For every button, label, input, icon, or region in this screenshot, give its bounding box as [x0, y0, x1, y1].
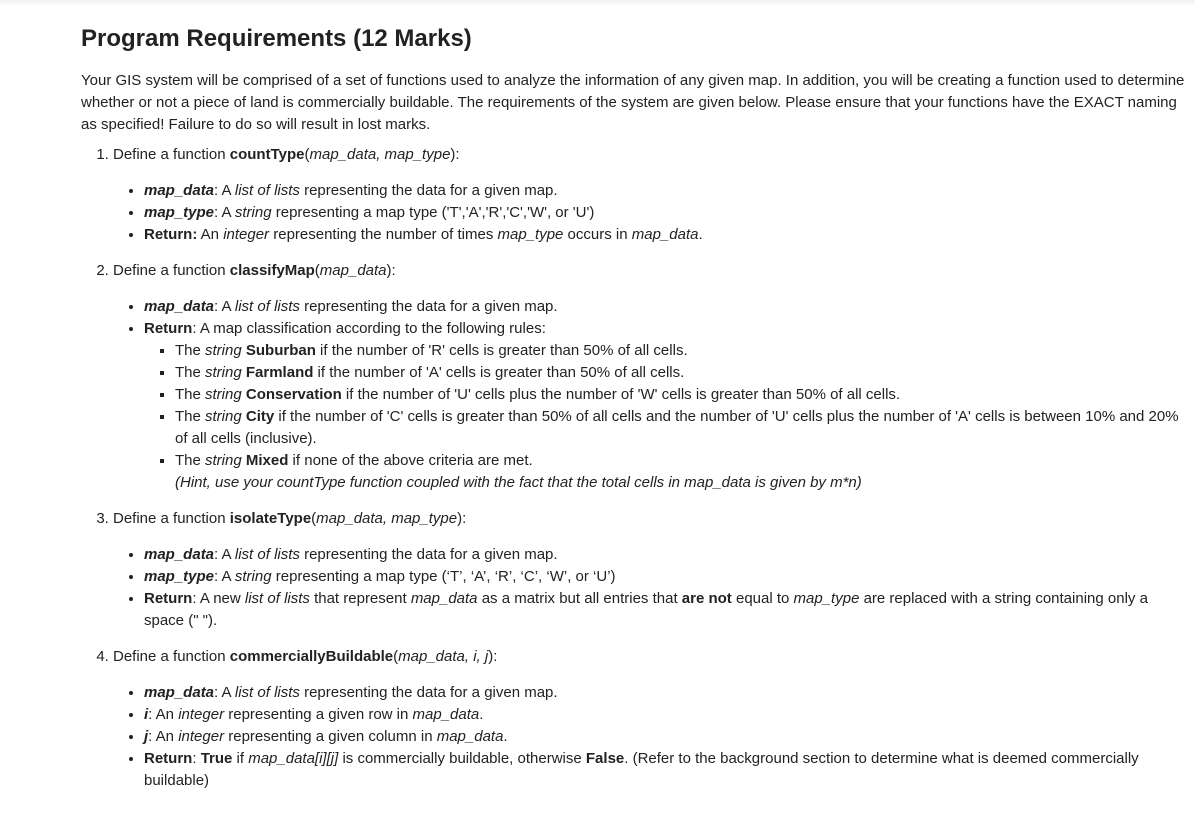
text-run: map_data: [631, 226, 699, 243]
text-run: representing the number of times: [269, 226, 498, 243]
rule-item: [175, 384, 1186, 406]
text-run: . (Refer to the background section to determine what is deemed commercially buildable): [144, 750, 1139, 789]
requirement-item: [113, 508, 1186, 632]
text-run: map_data[i][j]: [248, 750, 339, 767]
text-run: map_data: [319, 262, 387, 279]
text-run: .: [698, 226, 703, 243]
parameter-list: [113, 682, 1186, 792]
text-run: (: [304, 146, 310, 163]
text-run: : A map classification according to the following rules:: [192, 320, 546, 337]
text-run: equal to: [731, 590, 794, 607]
function-signature: [113, 144, 1186, 166]
text-run: map_type: [497, 226, 564, 243]
parameter-item: [144, 748, 1186, 792]
parameter-item: [144, 296, 1186, 318]
text-run: .: [479, 706, 484, 723]
rule-list: [144, 340, 1186, 494]
parameter-item: [144, 566, 1186, 588]
text-run: : A: [214, 298, 235, 315]
text-run: j: [144, 728, 149, 745]
text-run: is commercially buildable, otherwise: [338, 750, 586, 767]
text-run: if: [232, 750, 249, 767]
parameter-item: [144, 726, 1186, 748]
text-run: list of lists: [234, 298, 300, 315]
text-run: if the number of 'U' cells plus the number of 'W' cells is greater than 50% of all cells.: [341, 386, 901, 403]
text-run: integer: [178, 706, 225, 723]
text-run: list of lists: [234, 546, 300, 563]
text-run: Define a function: [113, 146, 230, 163]
document: [81, 20, 1186, 806]
rule-item: [175, 406, 1186, 450]
text-run: map_type: [144, 568, 215, 585]
function-signature: [113, 508, 1186, 530]
text-run: if the number of 'C' cells is greater than 50% of all cells and the number of 'U' cells plus the number of 'A' cells is between 10% and 20% of all cells (inclusive).: [175, 408, 1179, 447]
text-run: The: [175, 342, 206, 359]
text-run: (Hint, use your countType function coupled with the fact that the total cells in map_data is given by m*n): [175, 474, 862, 491]
text-run: as a matrix but all entries that: [477, 590, 682, 607]
text-run: countType: [229, 146, 305, 163]
text-run: map_data: [412, 706, 480, 723]
text-run: occurs in: [563, 226, 632, 243]
requirements-list: [81, 144, 1186, 792]
text-run: map_data, i, j: [398, 648, 489, 665]
text-run: Return: [144, 320, 193, 337]
text-run: map_data: [144, 546, 215, 563]
parameter-item: [144, 704, 1186, 726]
text-run: integer: [178, 728, 225, 745]
text-run: list of lists: [244, 590, 310, 607]
text-run: map_data, map_type: [309, 146, 451, 163]
text-run: : A: [214, 204, 235, 221]
text-run: commerciallyBuildable: [229, 648, 394, 665]
text-run: Return: [144, 590, 193, 607]
text-run: map_data: [144, 298, 215, 315]
text-run: representing a given row in: [224, 706, 413, 723]
text-run: (: [393, 648, 399, 665]
text-run: map_data: [144, 684, 215, 701]
text-run: if the number of 'A' cells is greater than 50% of all cells.: [313, 364, 685, 381]
text-run: representing the data for a given map.: [299, 298, 558, 315]
intro-paragraph: [81, 70, 1186, 136]
text-run: Define a function: [113, 510, 230, 527]
text-run: (: [314, 262, 320, 279]
text-run: representing a map type ('T','A','R','C','W', or 'U'): [271, 204, 595, 221]
text-run: : A: [214, 568, 235, 585]
text-run: list of lists: [234, 182, 300, 199]
text-run: : A: [214, 684, 235, 701]
text-run: i: [144, 706, 149, 723]
text-run: City: [245, 408, 275, 425]
text-run: The: [175, 408, 206, 425]
parameter-item: [144, 224, 1186, 246]
text-run: representing a map type (‘T’, ‘A’, ‘R’, ‘C’, ‘W’, or ‘U’): [271, 568, 616, 585]
text-run: The: [175, 386, 206, 403]
text-run: representing the data for a given map.: [299, 182, 558, 199]
text-run: string: [205, 452, 242, 469]
rule-item: [175, 340, 1186, 362]
text-run: (: [311, 510, 317, 527]
text-run: : An: [148, 706, 179, 723]
function-signature: [113, 646, 1186, 668]
text-run: False: [585, 750, 625, 767]
text-run: list of lists: [234, 684, 300, 701]
text-run: Farmland: [245, 364, 314, 381]
text-run: :: [192, 750, 201, 767]
text-run: : A new: [192, 590, 245, 607]
page-title: Program Requirements (12 Marks): [81, 25, 472, 52]
text-run: map_type: [793, 590, 860, 607]
text-run: ):: [457, 510, 467, 527]
text-run: string: [205, 342, 242, 359]
text-run: Define a function: [113, 262, 230, 279]
text-run: Conservation: [245, 386, 342, 403]
text-run: Define a function: [113, 648, 230, 665]
rule-item: [175, 450, 1186, 494]
text-run: True: [200, 750, 233, 767]
text-run: Mixed: [245, 452, 289, 469]
requirement-item: [113, 646, 1186, 792]
requirement-item: [113, 260, 1186, 494]
text-run: string: [234, 204, 272, 221]
parameter-list: [113, 180, 1186, 246]
text-run: The: [175, 452, 206, 469]
text-run: representing the data for a given map.: [299, 684, 558, 701]
text-run: map_data: [410, 590, 478, 607]
parameter-item: [144, 318, 1186, 494]
text-run: if the number of 'R' cells is greater than 50% of all cells.: [315, 342, 688, 359]
parameter-item: [144, 180, 1186, 202]
text-run: : A: [214, 182, 235, 199]
text-run: integer: [223, 226, 270, 243]
text-run: string: [205, 408, 242, 425]
text-run: if none of the above criteria are met.: [288, 452, 533, 469]
text-run: ):: [386, 262, 396, 279]
text-run: Your GIS system will be comprised of a set of functions used to analyze the information of any given map. In addition, you will be creating a function used to determine whether or not a piece of land is commercially buildable. The requirements of the system are given below. Please ensure that your functions have the EXACT naming as specified! Failure to do so will result in lost marks.: [81, 72, 1185, 133]
parameter-list: [113, 544, 1186, 632]
text-run: The: [175, 364, 206, 381]
function-signature: [113, 260, 1186, 282]
text-run: Return: [144, 750, 193, 767]
text-run: ):: [450, 146, 460, 163]
top-shadow: [0, 0, 1195, 6]
text-run: string: [205, 386, 242, 403]
rule-item: [175, 362, 1186, 384]
text-run: string: [205, 364, 242, 381]
text-run: are replaced with a string containing only a space (" ").: [144, 590, 1148, 629]
parameter-item: [144, 202, 1186, 224]
text-run: Return:: [144, 226, 198, 243]
text-run: Suburban: [245, 342, 316, 359]
text-run: representing the data for a given map.: [299, 546, 558, 563]
parameter-item: [144, 682, 1186, 704]
parameter-item: [144, 588, 1186, 632]
text-run: map_type: [144, 204, 215, 221]
text-run: classifyMap: [229, 262, 315, 279]
text-run: .: [503, 728, 508, 745]
text-run: ):: [488, 648, 498, 665]
text-run: : An: [148, 728, 179, 745]
text-run: isolateType: [229, 510, 312, 527]
text-run: string: [234, 568, 272, 585]
parameter-item: [144, 544, 1186, 566]
text-run: : A: [214, 546, 235, 563]
text-run: map_data: [144, 182, 215, 199]
text-run: map_data, map_type: [316, 510, 458, 527]
text-run: An: [197, 226, 224, 243]
text-run: are not: [681, 590, 732, 607]
requirement-item: [113, 144, 1186, 246]
text-run: that represent: [309, 590, 411, 607]
text-run: representing a given column in: [224, 728, 437, 745]
text-run: map_data: [436, 728, 504, 745]
parameter-list: [113, 296, 1186, 494]
